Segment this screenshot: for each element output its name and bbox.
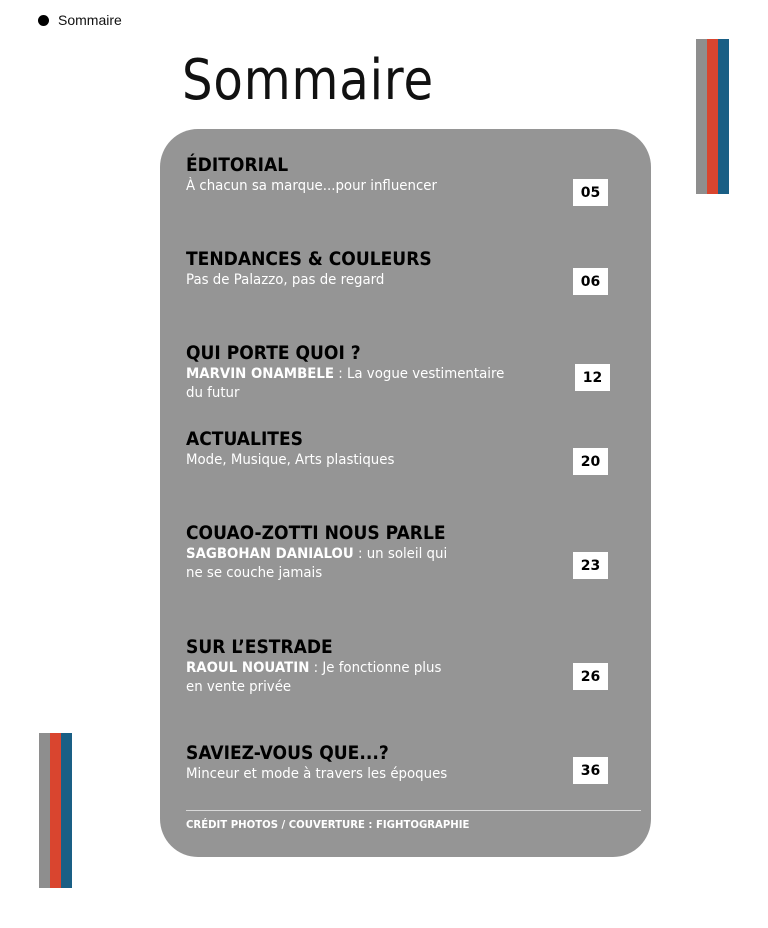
photo-credit: CRÉDIT PHOTOS / COUVERTURE : FIGHTOGRAPHIE xyxy=(186,818,470,831)
page-number-box: 12 xyxy=(575,364,610,391)
entry-subtitle: Mode, Musique, Arts plastiques xyxy=(186,452,395,468)
header-tag xyxy=(38,12,122,28)
entry-heading: SAVIEZ-VOUS QUE...? xyxy=(186,742,389,764)
entry-subtitle: Pas de Palazzo, pas de regard xyxy=(186,272,385,288)
page-number-box: 06 xyxy=(573,268,608,295)
page-number-box: 26 xyxy=(573,663,608,690)
decorative-stripes-bottom xyxy=(39,733,72,888)
page-number-box: 23 xyxy=(573,552,608,579)
page-title: Sommaire xyxy=(182,48,435,113)
entry-heading: QUI PORTE QUOI ? xyxy=(186,342,361,364)
page-number-box: 05 xyxy=(573,179,608,206)
entry-heading: ÉDITORIAL xyxy=(186,154,289,176)
toc-entry-tendances[interactable] xyxy=(186,248,459,290)
toc-entry-qui-porte-quoi[interactable] xyxy=(186,342,532,403)
entry-subtitle: Minceur et mode à travers les époques xyxy=(186,766,448,782)
entry-heading: SUR L’ESTRADE xyxy=(186,636,333,658)
divider xyxy=(186,810,641,811)
header-tag-label: Sommaire xyxy=(58,12,122,28)
page-number-box: 36 xyxy=(573,757,608,784)
entry-heading: ACTUALITES xyxy=(186,428,303,450)
page-number-box: 20 xyxy=(573,448,608,475)
toc-entry-sur-lestrade[interactable] xyxy=(186,636,464,697)
entry-heading: TENDANCES & COULEURS xyxy=(186,248,432,270)
contents-panel xyxy=(160,129,651,857)
entry-subtitle: SAGBOHAN DANIALOU : un soleil qui ne se couche jamais xyxy=(186,546,448,581)
toc-entry-couao-zotti[interactable] xyxy=(186,522,474,583)
toc-entry-actualites[interactable] xyxy=(186,428,413,470)
toc-entry-editorial[interactable] xyxy=(186,154,459,196)
entry-subtitle: RAOUL NOUATIN : Je fonctionne plus en vente privée xyxy=(186,660,442,695)
entry-subtitle: À chacun sa marque...pour influencer xyxy=(186,178,437,194)
entry-heading: COUAO-ZOTTI NOUS PARLE xyxy=(186,522,446,544)
toc-entry-saviez-vous[interactable] xyxy=(186,742,470,784)
decorative-stripes-top xyxy=(696,39,729,194)
entry-subtitle: MARVIN ONAMBELE : La vogue vestimentaire du futur xyxy=(186,366,505,401)
bullet-icon xyxy=(38,15,49,26)
